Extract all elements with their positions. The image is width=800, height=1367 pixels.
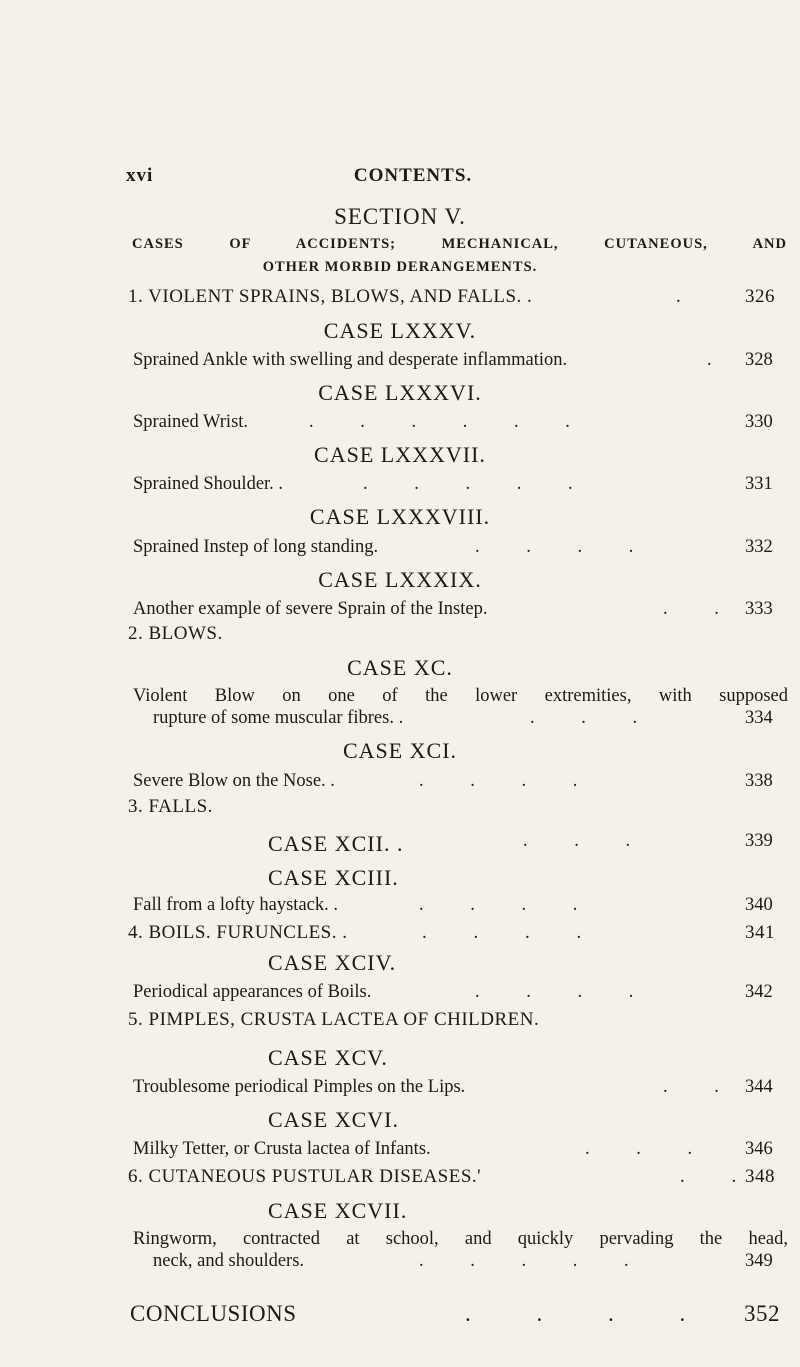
toc-page: 349 [745,1251,773,1271]
toc-heading-6: 6. CUTANEOUS PUSTULAR DISEASES.' . . 348 [128,1166,785,1190]
case-title: CASE XCVII. [268,1198,408,1223]
section-title: SECTION V. [334,204,466,229]
section-subtitle-line1: CASES OF ACCIDENTS; MECHANICAL, CUTANEOUS, AND [132,236,787,252]
toc-case-86: Sprained Wrist. . . . . . . 330 [133,412,785,436]
case-title: CASE LXXXVI. [318,380,482,405]
toc-page: 333 [745,599,773,619]
toc-case-85: Sprained Ankle with swelling and desperate inflammation. . 328 [133,350,785,374]
toc-page: 339 [745,831,773,851]
toc-heading-4: 4. BOILS. FURUNCLES. . . . . . 341 [128,922,785,946]
toc-case-87: Sprained Shoulder. . . . . . . 331 [133,474,785,498]
toc-case-94: Periodical appearances of Boils. . . . . 342 [133,982,785,1006]
toc-case-90-line1: Violent Blow on one of the lower extremities, with supposed [133,686,788,706]
toc-case-93: Fall from a lofty haystack. . . . . . 340 [133,895,785,919]
case-title: CASE XC. [347,655,453,680]
toc-case-95: Troublesome periodical Pimples on the Lips. . . 344 [133,1077,785,1101]
toc-conclusions: CONCLUSIONS . . . . 352 [130,1301,780,1326]
toc-case-88: Sprained Instep of long standing. . . . . 332 [133,537,785,561]
toc-case-92: CASE XCII. . . . . 339 [268,831,785,855]
toc-case-91: Severe Blow on the Nose. . . . . . 338 [133,771,785,795]
toc-heading-3: 3. FALLS. [128,796,213,817]
section-subtitle-line2: OTHER MORBID DERANGEMENTS. [262,259,538,275]
toc-page: 338 [745,771,773,791]
case-title: CASE XCI. [342,738,458,763]
toc-case-97-line1: Ringworm, contracted at school, and quickly pervading the head, [133,1229,788,1249]
case-title: CASE XCIII. [268,865,399,890]
toc-page: 348 [745,1166,775,1187]
toc-case-96: Milky Tetter, or Crusta lactea of Infants. . . . 346 [133,1139,785,1163]
case-title: CASE LXXXIX. [318,567,482,592]
toc-page: 352 [744,1301,780,1326]
toc-case-89: Another example of severe Sprain of the Instep. . . 333 [133,599,785,623]
toc-heading-1: 1. VIOLENT SPRAINS, BLOWS, AND FALLS. . . 326 [128,286,785,310]
toc-page: 340 [745,895,773,915]
toc-page: 326 [745,286,775,307]
toc-page: 342 [745,982,773,1002]
toc-page: 330 [745,412,773,432]
toc-page: 331 [745,474,773,494]
toc-heading-5: 5. PIMPLES, CRUSTA LACTEA OF CHILDREN. [128,1009,540,1030]
case-title: CASE XCVI. [268,1107,400,1132]
case-title: CASE LXXXVIII. [309,504,491,529]
case-title: CASE LXXXVII. [314,442,486,467]
case-title: CASE XCIV. [268,950,397,975]
toc-case-97-line2: neck, and shoulders. . . . . . 349 [133,1251,785,1275]
toc-page: 346 [745,1139,773,1159]
toc-page: 341 [745,922,775,943]
case-title: CASE LXXXV. [323,318,477,343]
case-title: CASE XCV. [268,1045,388,1070]
toc-case-90-line2: rupture of some muscular fibres. . . . . 334 [133,708,785,732]
toc-page: 344 [745,1077,773,1097]
toc-page: 334 [745,708,773,728]
toc-page: 328 [745,350,773,370]
toc-page: 332 [745,537,773,557]
page-number: xvi [126,165,154,186]
running-title: CONTENTS. [353,165,473,186]
toc-heading-2: 2. BLOWS. [128,623,223,644]
